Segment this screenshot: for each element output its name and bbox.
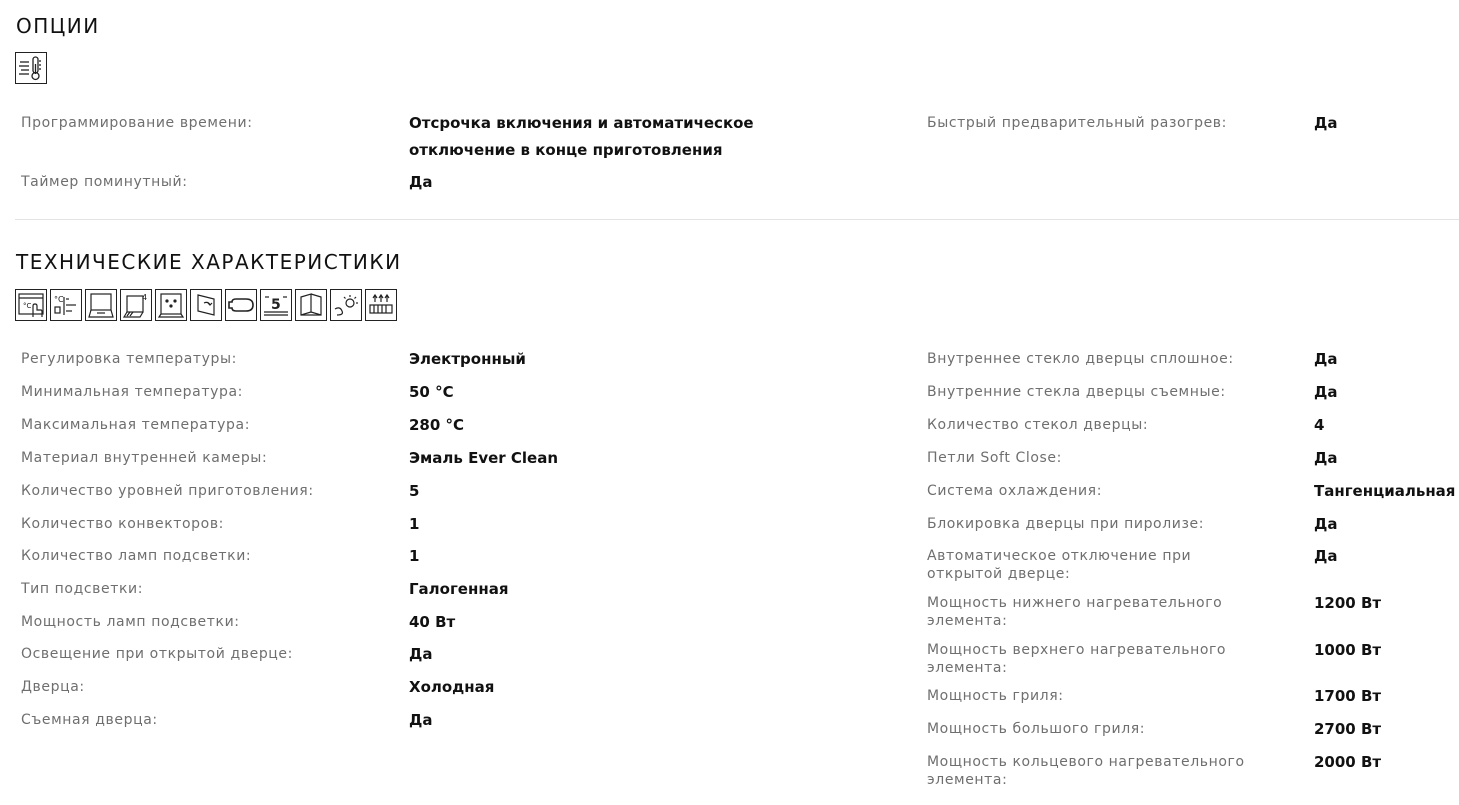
spec-value: Эмаль Ever Clean [409, 449, 559, 467]
section-divider [15, 219, 1459, 220]
options-icon-row [15, 52, 47, 84]
spec-value: 1700 Вт [1314, 687, 1382, 705]
door-glass-4-icon [120, 289, 152, 321]
tech-icon-row [15, 289, 397, 321]
spec-value: Да [1314, 515, 1338, 533]
tech-section-title: ТЕХНИЧЕСКИЕ ХАРАКТЕРИСТИКИ [16, 250, 402, 274]
spec-row [927, 114, 1447, 147]
tangential-cooling-icon [365, 289, 397, 321]
spec-value: 2000 Вт [1314, 753, 1382, 771]
spec-value: 2700 Вт [1314, 720, 1382, 738]
spec-row [21, 449, 881, 482]
spec-row [21, 515, 881, 547]
spec-value: Да [409, 645, 433, 663]
spec-label: Мощность гриля: [927, 688, 1064, 704]
spec-label: Минимальная температура: [21, 384, 243, 400]
spec-row [21, 711, 881, 744]
spec-row [927, 753, 1459, 793]
spec-value: 280 °C [409, 416, 465, 434]
spec-value: Да [409, 173, 433, 191]
tech-right-column [927, 350, 1459, 793]
spec-label: Максимальная температура: [21, 417, 251, 433]
fast-preheat-icon [15, 52, 47, 84]
spec-value: Да [409, 711, 433, 729]
spec-row [927, 416, 1459, 449]
spec-label: Съемная дверца: [21, 712, 158, 728]
spec-value: Электронный [409, 350, 526, 368]
spec-row [21, 482, 881, 515]
spec-value: 1 [409, 515, 420, 533]
spec-label: Быстрый предварительный разогрев: [927, 115, 1227, 131]
spec-value: 40 Вт [409, 613, 456, 631]
spec-label: Мощность кольцевого нагревательного элемента: [927, 754, 1245, 788]
svg-text:5: 5 [271, 297, 281, 313]
spec-value: Галогенная [409, 580, 509, 598]
spec-value: 4 [1314, 416, 1325, 434]
temperature-range-icon [50, 289, 82, 321]
cool-door-icon [295, 289, 327, 321]
spec-value: Тангенциальная [1314, 482, 1456, 500]
cooking-levels-5-icon [260, 289, 292, 321]
spec-row [927, 482, 1459, 515]
spec-label: Блокировка дверцы при пиролизе: [927, 516, 1205, 532]
spec-label: Мощность ламп подсветки: [21, 614, 240, 630]
spec-label: Регулировка температуры: [21, 351, 237, 367]
spec-label: Количество ламп подсветки: [21, 548, 252, 564]
spec-label: Таймер поминутный: [21, 174, 188, 190]
halogen-lamp-icon [330, 289, 362, 321]
spec-row [21, 114, 881, 173]
spec-row [21, 173, 881, 206]
spec-value: Да [1314, 383, 1338, 401]
spec-label: Количество уровней приготовления: [21, 483, 314, 499]
spec-row [927, 515, 1459, 547]
spec-label: Петли Soft Close: [927, 450, 1062, 466]
spec-label: Система охлаждения: [927, 483, 1103, 499]
options-section-title: ОПЦИИ [16, 14, 100, 38]
spec-value: 5 [409, 482, 420, 500]
spec-label: Мощность нижнего нагревательного элемента: [927, 595, 1223, 629]
spec-row [21, 678, 881, 711]
spec-value: 1000 Вт [1314, 641, 1382, 659]
spec-value: Да [1314, 547, 1338, 565]
spec-row [927, 641, 1459, 687]
spec-value: 1 [409, 547, 420, 565]
spec-value: 50 °C [409, 383, 454, 401]
spec-label: Дверца: [21, 679, 85, 695]
spec-label: Количество конвекторов: [21, 516, 224, 532]
spec-label: Мощность верхнего нагревательного элемента: [927, 642, 1227, 676]
touch-temperature-icon [15, 289, 47, 321]
svg-text:°C: °C [54, 295, 64, 304]
spec-label: Внутреннее стекло дверцы сплошное: [927, 351, 1234, 367]
spec-value: Холодная [409, 678, 495, 696]
spec-label: Программирование времени: [21, 115, 253, 131]
spec-label: Мощность большого гриля: [927, 721, 1146, 737]
oven-lamp-icon [155, 289, 187, 321]
spec-value: Да [1314, 350, 1338, 368]
tech-left-column [21, 350, 881, 744]
spec-label: Внутренние стекла дверцы съемные: [927, 384, 1226, 400]
spec-label: Автоматическое отключение при открытой дверце: [927, 548, 1192, 582]
door-lock-icon [225, 289, 257, 321]
spec-value: 1200 Вт [1314, 594, 1382, 612]
spec-label: Количество стекол дверцы: [927, 417, 1149, 433]
spec-value: Отсрочка включения и автоматическое отключение в конце приготовления [409, 114, 754, 159]
spec-label: Освещение при открытой дверце: [21, 646, 293, 662]
spec-value: Да [1314, 449, 1338, 467]
spec-label: Тип подсветки: [21, 581, 144, 597]
spec-row [927, 383, 1459, 416]
spec-row [927, 350, 1459, 383]
soft-close-hinge-icon [190, 289, 222, 321]
spec-row [21, 613, 881, 645]
options-left-column [21, 114, 881, 206]
spec-row [927, 594, 1459, 641]
svg-text:°C: °C [23, 302, 32, 310]
spec-value: Да [1314, 114, 1338, 132]
spec-row [927, 547, 1459, 594]
svg-text:4: 4 [142, 293, 148, 302]
spec-label: Материал внутренней камеры: [21, 450, 268, 466]
options-right-column [927, 114, 1447, 147]
removable-door-icon [85, 289, 117, 321]
